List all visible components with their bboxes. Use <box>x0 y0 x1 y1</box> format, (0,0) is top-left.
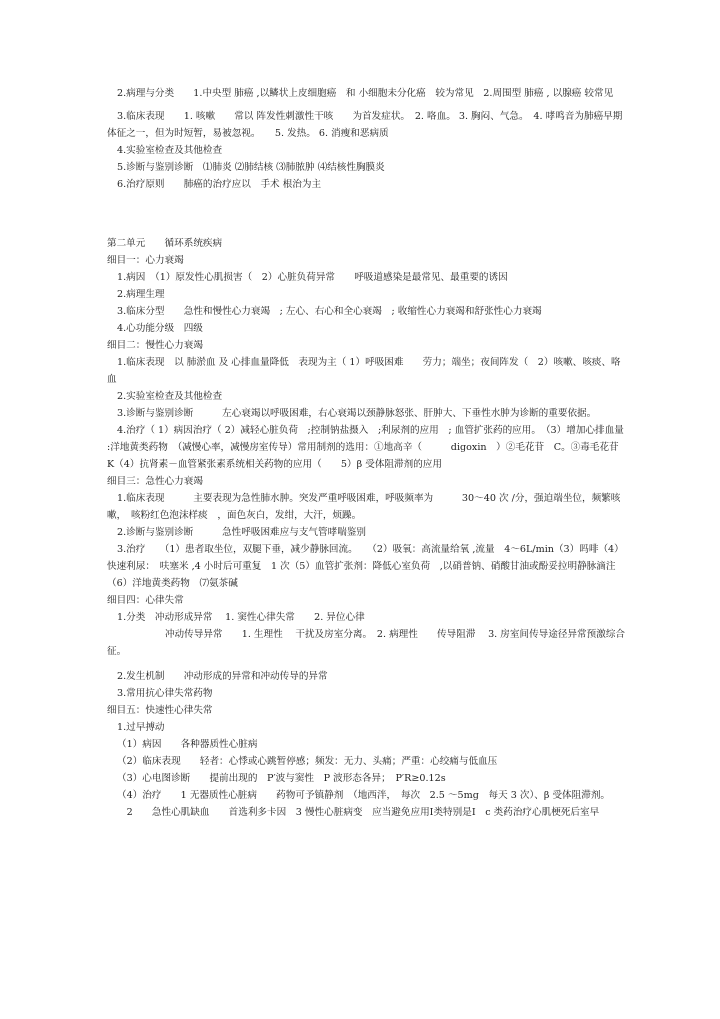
paragraph-premature-treatment-cont: 2 急性心肌缺血 首选利多卡因 3 慢性心脏病变 应当避免应用Ⅰ类特别是Ⅰ c 类药治疗心肌梗死后室早 <box>117 807 600 818</box>
paragraph-chronic-diagnosis: 3.诊断与鉴别诊断 左心衰竭以呼吸困难，右心衰竭以颈静脉怒张、肝肿大、下垂性水肿为诊断的重要依据。 <box>117 408 597 419</box>
paragraph-premature-beats: 1.过早搏动 <box>117 722 165 733</box>
paragraph-clinical-typing: 3.临床分型 急性和慢性心力衰竭 ; 左心、右心和全心衰竭 ; 收缩性心力衰竭和舒张性心力衰竭 <box>117 306 542 317</box>
paragraph-premature-clinical: （2）临床表现 轻者：心悸或心跳暂停感；频发：无力、头痛；严重：心绞痛与低血压 <box>117 756 498 767</box>
paragraph-etiology: 1.病因 （1）原发性心肌损害（ 2）心脏负荷异常 呼吸道感染是最常见、最重要的诱因 <box>117 272 508 283</box>
paragraph-chronic-clinical: 1.临床表现 以 肺淤血 及 心排血量降低 表现为主（ 1）呼吸困难 劳力；端坐；夜间阵发（ 2）咳嗽、咳痰、咯血 <box>107 357 621 385</box>
section-heading-arrhythmia: 细目四：心律失常 <box>107 595 184 606</box>
paragraph-premature-treatment: （4）治疗 1 无器质性心脏病 药物可予镇静剂 （地西泮， 每次 2.5 ～5mg 每天 3 次）、β 受体阻滞剂。 <box>117 790 611 801</box>
paragraph-pathophysiology: 2.病理生理 <box>117 289 165 300</box>
unit-heading: 第二单元 循环系统疾病 <box>107 238 223 249</box>
paragraph-cardiac-function-grading: 4.心功能分级 四级 <box>117 323 203 334</box>
paragraph-premature-ecg: （3）心电图诊断 提前出现的 P′波与窦性 P 波形态各异； P′R≥0.12s <box>117 773 446 784</box>
paragraph-diagnosis: 5.诊断与鉴别诊断 ⑴肺炎 ⑵肺结核 ⑶肺脓肿 ⑷结核性胸膜炎 <box>117 162 385 173</box>
paragraph-chronic-treatment: 4.治疗（ 1）病因治疗（ 2）减轻心脏负荷 ;控制钠盐摄入 ;利尿剂的应用 ; 血管扩张药的应用。 （3）增加心排血量 :洋地黄类药物 （减慢心率，减慢房室传导）常用制剂的选用：①地高辛（ digoxin ）②毛花苷 C。③毒毛花苷 K（4）抗肾素－血管紧张素系统相关药物的应用（ 5）β 受体阻滞剂的应用 <box>107 425 629 470</box>
section-heading-chronic-heart-failure: 细目二：慢性心力衰竭 <box>107 340 203 351</box>
paragraph-conduction-abnormality: 冲动传导异常 1. 生理性 干扰及房室分离。 2. 病理性 传导阻滞 3. 房室间传导途径异常预激综合征。 <box>107 629 626 657</box>
paragraph-clinical-manifestation: 3.临床表现 1. 咳嗽 常以 阵发性刺激性干咳 为首发症状。 2. 咯血。 3. 胸闷、气急。 4. 哮鸣音为肺癌早期体征之一，但为时短暂，易被忽视。 5. 发热。 6. 消瘦和恶病质 <box>107 111 623 139</box>
section-heading-heart-failure: 细目一：心力衰竭 <box>107 255 184 266</box>
paragraph-antiarrhythmic-drugs: 3.常用抗心律失常药物 <box>117 688 213 699</box>
paragraph-mechanism: 2.发生机制 冲动形成的异常和冲动传导的异常 <box>117 671 328 682</box>
paragraph-lab-tests: 4.实验室检查及其他检查 <box>117 145 223 156</box>
paragraph-chronic-lab: 2.实验室检查及其他检查 <box>117 391 223 402</box>
paragraph-treatment-principle: 6.治疗原则 肺癌的治疗应以 手术 根治为主 <box>117 179 322 190</box>
paragraph-acute-diagnosis: 2.诊断与鉴别诊断 急性呼吸困难应与支气管哮喘鉴别 <box>117 527 366 538</box>
section-heading-tachyarrhythmia: 细目五：快速性心律失常 <box>107 705 213 716</box>
paragraph-premature-etiology: （1）病因 各种器质性心脏病 <box>117 739 258 750</box>
paragraph-pathology-classification: 2.病理与分类 1.中央型 肺癌 ,以鳞状上皮细胞癌 和 小细胞未分化癌 较为常见 2.周围型 肺癌 , 以腺癌 较常见 <box>117 88 614 99</box>
section-heading-acute-heart-failure: 细目三：急性心力衰竭 <box>107 476 203 487</box>
paragraph-acute-treatment: 3.治疗 （1）患者取坐位，双腿下垂，减少静脉回流。 （2）吸氧：高流量给氧 ,流量 4～6L/min（3）吗啡（4）快速利尿： 呋塞米 ,4 小时后可重复 1 次（5）血管扩张剂：降低心室负荷 ,以硝普钠、硝酸甘油或酚妥拉明静脉滴注 （6）洋地黄类药物 ⑺氨茶碱 <box>107 544 626 589</box>
paragraph-arrhythmia-classification: 1.分类 冲动形成异常 1. 窦性心律失常 2. 异位心律 <box>117 612 365 623</box>
paragraph-acute-clinical: 1.临床表现 主要表现为急性肺水肿。突发严重呼吸困难，呼吸频率为 30～40 次 /分，强迫端坐位，频繁咳嗽， 咳粉红色泡沫样痰 ，面色灰白，发绀，大汗，烦躁。 <box>107 493 621 521</box>
